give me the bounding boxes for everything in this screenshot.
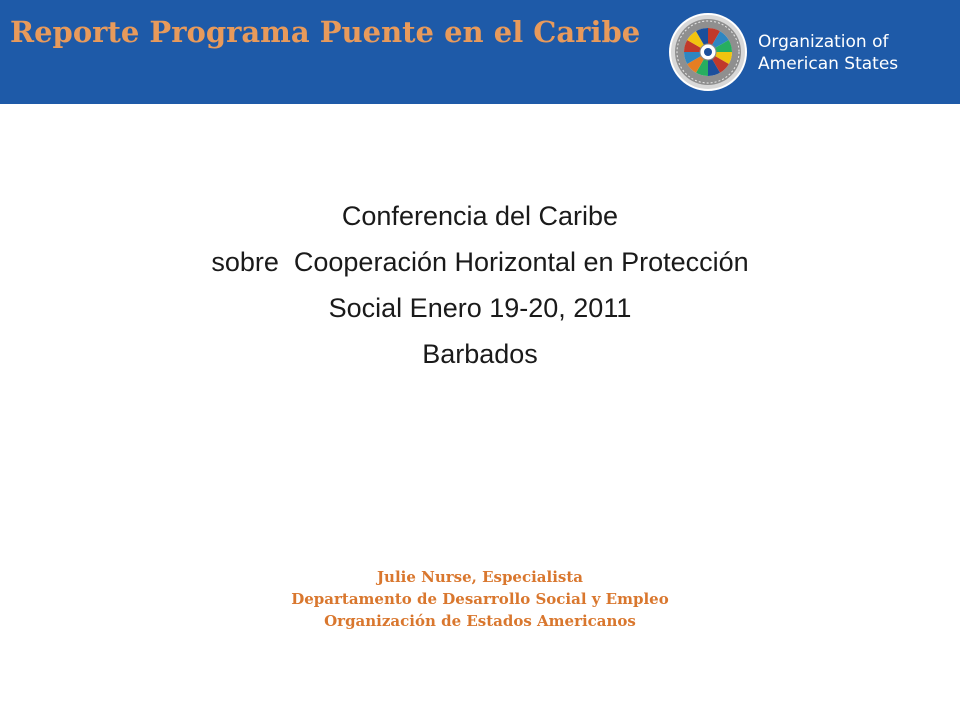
conference-line1: Conferencia del Caribe [341,201,619,231]
presenter-name: Julie Nurse, Especialista [376,568,584,586]
conference-line4: Barbados [422,339,538,369]
header-banner [0,0,960,104]
org-name-line2: American States [758,54,899,74]
conference-line3: Social Enero 19-20, 2011 [328,293,632,323]
presenter-block [80,566,880,632]
presenter-organization: Organización de Estados Americanos [324,612,636,630]
org-name-line1: Organization of [758,32,889,52]
presenter-department: Departamento de Desarrollo Social y Empleo [291,590,669,608]
slide-title: Reporte Programa Puente en el Caribe [10,15,641,49]
conference-title [60,193,900,377]
conference-line2: sobre Cooperación Horizontal en Protección [211,247,749,277]
org-name [758,31,948,75]
oas-seal-icon [668,12,748,92]
